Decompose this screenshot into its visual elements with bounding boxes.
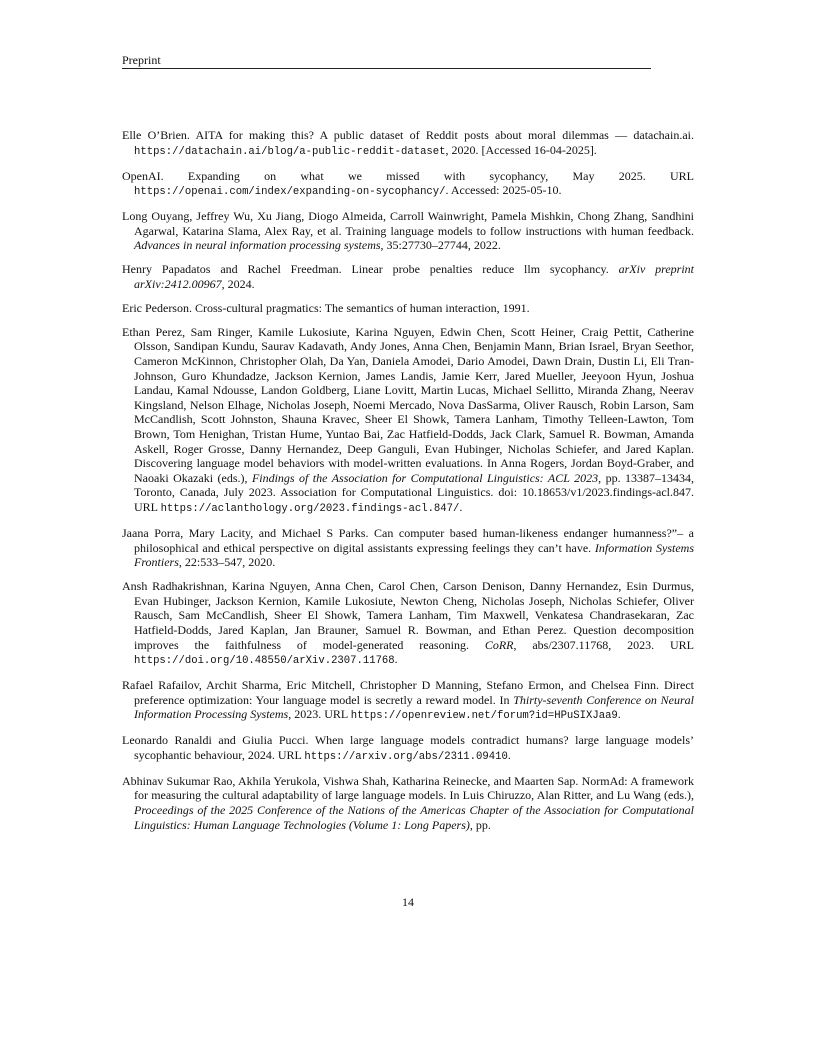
reference-url: https://datachain.ai/blog/a-public-reddit-dataset [134,145,446,158]
reference-venue: CoRR [484,637,514,652]
reference-text: , pp. 13387–13434, Toronto, Canada, July 2023. Association for Computational Linguistics. doi: 10.18653/v1/2023.findings-acl.847. URL [134,470,695,515]
reference-text: , 35:27730–27744, 2022. [380,238,501,253]
reference-text: , 2023. URL [288,707,351,722]
running-header: Preprint [122,53,651,69]
reference-text: , 22:533–547, 2020. [178,555,276,570]
reference-text: , abs/2307.11768, 2023. URL [513,637,694,652]
reference-text: . Accessed: 2025-05-10. [445,183,562,198]
reference-entry [122,579,694,669]
reference-venue: Thirty-seventh Conference on Neural Information Processing Systems [134,692,694,722]
reference-url: https://openreview.net/forum?id=HPuSIXJaa9 [350,710,618,723]
reference-text: . [394,652,398,667]
reference-text: Henry Papadatos and Rachel Freedman. Linear probe penalties reduce llm sycophancy. [122,262,619,277]
reference-entry [122,209,694,253]
reference-text: Elle O’Brien. AITA for making this? A public dataset of Reddit posts about moral dilemmas — datachain.ai. [122,128,694,142]
reference-entry [122,733,694,764]
reference-list [122,128,694,842]
reference-text: Ethan Perez, Sam Ringer, Kamile Lukosiute, Karina Nguyen, Edwin Chen, Scott Heiner, Craig Pettit, Catherine Olsson, Sandipan Kundu, Saurav Kadavath, Andy Jones, Anna Chen, Benjamin Mann, Brian Israel, Bryan Seethor, Cameron McKinnon, Christopher Olah, Da Yan, Daniela Amodei, Dario Amodei, Dawn Drain, Dustin Li, Eli Tran-Johnson, Guro Khundadze, Jackson Kernion, James Landis, Jamie Kerr, Jared Mueller, Jeeyoon Hyun, Joshua Landau, Kamal Ndousse, Landon Goldberg, Liane Lovitt, Martin Lucas, Michael Sellitto, Miranda Zhang, Neerav Kingsland, Nelson Elhage, Nicholas Joseph, Noemi Mercado, Nova DasSarma, Oliver Rausch, Robin Larson, Sam McCandlish, Scott Johnston, Shauna Kravec, Sheer El Showk, Tamera Lanham, Timothy Telleen-Lawton, Tom Brown, Tom Henighan, Tristan Hume, Yuntao Bai, Zac Hatfield-Dodds, Jack Clark, Samuel R. Bowman, Amanda Askell, Roger Grosse, Danny Hernandez, Deep Ganguli, Evan Hubinger, Nicholas Schiefer, and Jared Kaplan. Discovering language model behaviors with model-written evaluations. In Anna Rogers, Jordan Boyd-Graber, and Naoaki Okazaki (eds.), [122,324,694,485]
reference-url: https://aclanthology.org/2023.findings-acl.847/ [160,503,460,516]
reference-text: . [617,707,621,722]
reference-venue: Proceedings of the 2025 Conference of the Nations of the Americas Chapter of the Association for Computational Linguistics: Human Language Technologies (Volume 1: Long Papers) [134,803,694,832]
reference-entry [122,325,694,517]
reference-entry [122,262,694,291]
reference-text: Rafael Rafailov, Archit Sharma, Eric Mitchell, Christopher D Manning, Stefano Ermon, and Chelsea Finn. Direct preference optimization: Your language model is secretly a reward model. In [122,678,694,707]
reference-venue: Information Systems Frontiers [134,540,694,570]
reference-text: , pp. [469,817,491,832]
page-number: 14 [402,895,414,909]
reference-entry [122,301,694,316]
reference-entry [122,128,694,159]
reference-text: , 2024. [221,276,255,291]
reference-text: Leonardo Ranaldi and Giulia Pucci. When large language models contradict humans? large language models’ sycophantic behaviour, 2024. URL [122,733,694,762]
reference-text: Abhinav Sukumar Rao, Akhila Yerukola, Vishwa Shah, Katharina Reinecke, and Maarten Sap. NormAd: A framework for measuring the cultural adaptability of large language models. In Luis Chiruzzo, Alan Ritter, and Lu Wang (eds.), [122,773,694,803]
reference-entry [122,774,694,832]
reference-text: Ansh Radhakrishnan, Karina Nguyen, Anna Chen, Carol Chen, Carson Denison, Danny Hernandez, Esin Durmus, Evan Hubinger, Jackson Kernion, Kamile Lukosiute, Newton Cheng, Nicholas Joseph, Nicholas Schiefer, Oliver Rausch, Sam McCandlish, Sheer El Showk, Tamera Lanham, Tim Maxwell, Venkatesa Chandrasekaran, Zac Hatfield-Dodds, Jared Kaplan, Jan Brauner, Samuel R. Bowman, and Ethan Perez. Question decomposition improves the faithfulness of model-generated reasoning. [122,579,694,652]
reference-text: OpenAI. Expanding on what we missed with sycophancy, May 2025. URL [122,168,694,183]
reference-text: Eric Pederson. Cross-cultural pragmatics: The semantics of human interaction, 1991. [122,300,530,315]
reference-venue: Findings of the Association for Computational Linguistics: ACL 2023 [251,470,599,485]
reference-url: https://arxiv.org/abs/2311.09410 [304,750,508,763]
reference-url: https://openai.com/index/expanding-on-sycophancy/ [134,186,446,199]
reference-text: , 2020. [Accessed 16-04-2025]. [445,142,597,157]
reference-entry [122,169,694,200]
reference-venue: arXiv preprint arXiv:2412.00967 [134,262,694,291]
reference-venue: Advances in neural information processing systems [134,238,381,253]
reference-entry [122,526,694,570]
reference-entry [122,678,694,724]
reference-url: https://doi.org/10.48550/arXiv.2307.11768 [134,655,395,668]
reference-text: . [507,747,511,762]
reference-text: Long Ouyang, Jeffrey Wu, Xu Jiang, Diogo Almeida, Carroll Wainwright, Pamela Mishkin, Chong Zhang, Sandhini Agarwal, Katarina Slama, Alex Ray, et al. Training language models to follow instructions with human feedback. [122,209,694,238]
reference-text: Jaana Porra, Mary Lacity, and Michael S Parks. Can computer based human-likeness endanger humanness?”– a philosophical and ethical perspective on digital assistants expressing feelings they can’t have. [122,526,694,555]
reference-text: . [459,500,463,515]
